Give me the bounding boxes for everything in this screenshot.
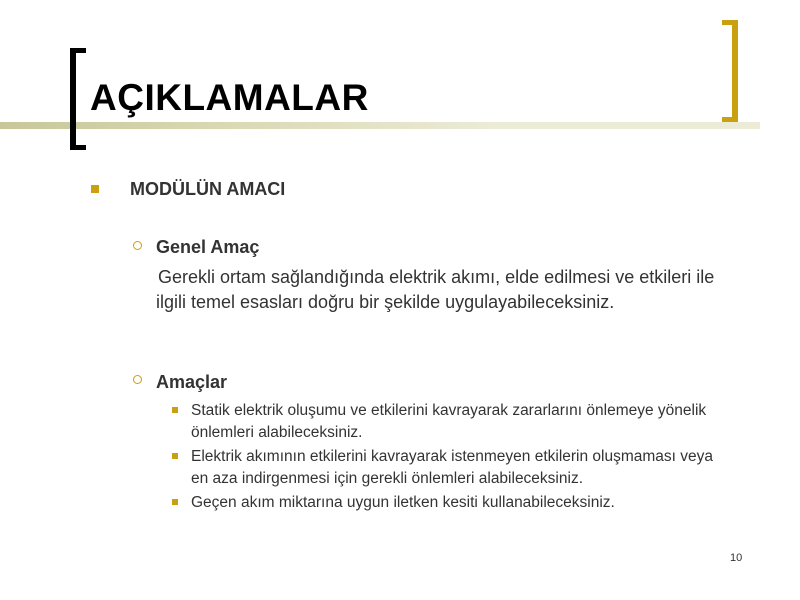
circle-bullet-icon bbox=[133, 241, 142, 250]
list-item bbox=[172, 446, 732, 490]
square-bullet-icon bbox=[172, 499, 178, 505]
right-bracket-decoration bbox=[722, 20, 738, 122]
left-bracket-decoration bbox=[70, 48, 86, 150]
objectives-list bbox=[172, 400, 732, 516]
page-number: 10 bbox=[730, 552, 743, 564]
list-item-text: Statik elektrik oluşumu ve etkilerini kavrayarak zararlarını önlemeye yönelik önlemleri alabileceksiniz. bbox=[191, 402, 707, 441]
section-heading: MODÜLÜN AMACI bbox=[130, 179, 286, 199]
list-item-text: Elektrik akımının etkilerini kavrayarak istenmeyen etkilerin oluşmaması veya en aza indirgenmesi için gerekli önlemleri alabileceksiniz. bbox=[191, 448, 714, 487]
general-goal-text: Gerekli ortam sağlandığında elektrik akımı, elde edilmesi ve etkileri ile ilgili temel esasları doğru bir şekilde uygulayabileceksiniz. bbox=[156, 267, 715, 312]
square-bullet-icon bbox=[91, 185, 99, 193]
list-item bbox=[172, 400, 732, 444]
general-goal-heading: Genel Amaç bbox=[156, 237, 260, 257]
square-bullet-icon bbox=[172, 407, 178, 413]
square-bullet-icon bbox=[172, 453, 178, 459]
slide-title: AÇIKLAMALAR bbox=[90, 77, 369, 118]
title-underline bbox=[0, 122, 760, 129]
circle-bullet-icon bbox=[133, 375, 142, 384]
list-item bbox=[172, 492, 732, 514]
list-item-text: Geçen akım miktarına uygun iletken kesiti kullanabileceksiniz. bbox=[191, 494, 615, 511]
objectives-heading: Amaçlar bbox=[156, 372, 228, 392]
